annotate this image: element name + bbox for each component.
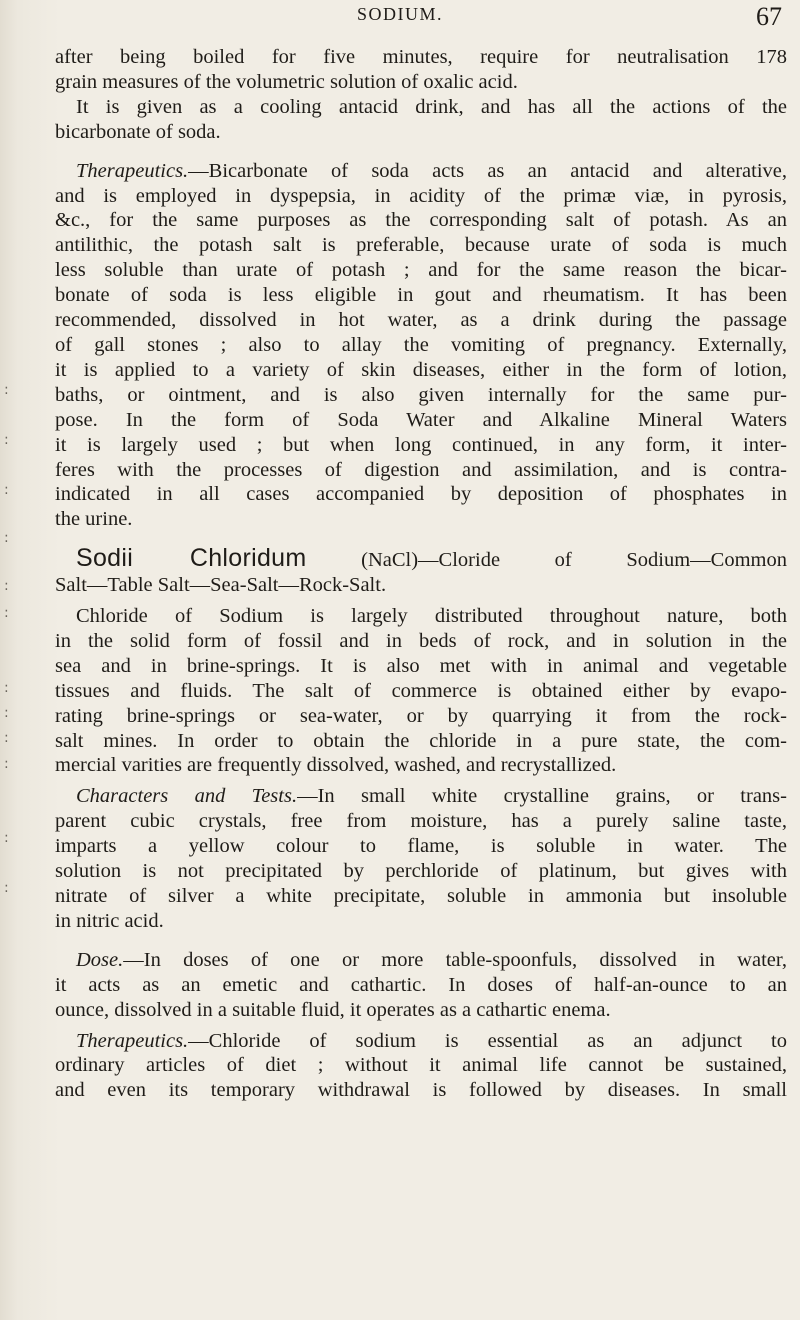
text-line: Salt—Table Salt—Sea-Salt—Rock-Salt.	[55, 574, 387, 597]
text-line: mercial varities are frequently dissolved, washed, and recrystallized.	[55, 754, 617, 777]
text-line: tissues and fluids. The salt of commerce is obtained either by evapo-	[55, 679, 787, 702]
text-line: recommended, dissolved in hot water, as a drink during the passage	[55, 309, 787, 332]
sodii-chloridum-entry	[55, 546, 787, 598]
text-line: pose. In the form of Soda Water and Alkaline Mineral Waters	[55, 408, 787, 431]
text-line: less soluble than urate of potash ; and for the same reason the bicar-	[55, 259, 787, 282]
text-line: it is applied to a variety of skin diseases, either in the form of lotion,	[55, 358, 787, 381]
text-line: imparts a yellow colour to flame, is soluble in water. The	[55, 835, 787, 858]
section-heading: Therapeutics.	[76, 159, 189, 182]
text-line: rating brine-springs or sea-water, or by quarrying it from the rock-	[55, 704, 787, 727]
text-line: &c., for the same purposes as the corresponding salt of potash. As an	[55, 209, 787, 232]
text-line: and even its temporary withdrawal is followed by diseases. In small	[55, 1079, 787, 1102]
paragraph-characters-tests	[55, 784, 787, 933]
text-line: salt mines. In order to obtain the chloride in a pure state, the com-	[55, 729, 787, 752]
text-line: ounce, dissolved in a suitable fluid, it operates as a cathartic enema.	[55, 998, 611, 1021]
paragraph-neutralisation	[55, 45, 787, 95]
text-line: It is given as a cooling antacid drink, and has all the actions of the	[76, 95, 787, 118]
text-line: in the solid form of fossil and in beds of rock, and in solution in the	[55, 629, 787, 652]
left-binding-edge: : : : : : : : : : : : :	[4, 382, 9, 896]
paragraph-therapeutics-bicarbonate	[55, 159, 787, 533]
text-line: sea and in brine-springs. It is also met with in animal and vegetable	[55, 654, 787, 677]
paragraph-therapeutics-chloride	[55, 1029, 787, 1104]
text-line: bonate of soda is less eligible in gout and rheumatism. It has been	[55, 284, 787, 307]
text-line: the urine.	[55, 508, 133, 531]
body-text	[55, 45, 787, 1103]
page-header	[0, 2, 800, 42]
text-line: Therapeutics.—Chloride of sodium is essential as an adjunct to	[76, 1029, 787, 1052]
text-line: it is largely used ; but when long continued, in any form, it inter-	[55, 433, 787, 456]
text-line: baths, or ointment, and is also given internally for the same pur-	[55, 383, 787, 406]
text-line: feres with the processes of digestion and assimilation, and is contra-	[55, 458, 787, 481]
text-line: after being boiled for five minutes, require for neutralisation 178	[55, 46, 787, 68]
text-line: Dose.—In doses of one or more table-spoonfuls, dissolved in water,	[76, 948, 787, 971]
text-line: nitrate of silver a white precipitate, soluble in ammonia but insoluble	[55, 885, 787, 907]
running-head: SODIUM.	[356, 4, 443, 24]
text-line: parent cubic crystals, free from moisture, has a purely saline taste,	[55, 810, 787, 833]
text-line: Characters and Tests.—In small white crystalline grains, or trans-	[76, 785, 787, 808]
text-line: Sodii Chloridum (NaCl)—Cloride of Sodium—Common	[76, 544, 787, 573]
section-heading: Therapeutics.	[76, 1029, 189, 1052]
paragraph-dose	[55, 948, 787, 1023]
section-heading: Dose.	[76, 948, 124, 971]
text-line: and is employed in dyspepsia, in acidity of the primæ viæ, in pyrosis,	[55, 184, 787, 207]
page-number: 67	[756, 2, 782, 31]
paragraph-cooling-antacid	[55, 95, 787, 145]
paragraph-chloride-distribution	[55, 604, 787, 778]
text-line: ordinary articles of diet ; without it animal life cannot be sustained,	[55, 1054, 787, 1077]
text-line: bicarbonate of soda.	[55, 120, 221, 143]
text-line: Chloride of Sodium is largely distributed throughout nature, both	[76, 605, 787, 628]
entry-title: Sodii Chloridum	[76, 544, 307, 573]
text-line: antilithic, the potash salt is preferable, because urate of soda is much	[55, 234, 787, 257]
text-line: of gall stones ; also to allay the vomiting of pregnancy. Externally,	[55, 333, 787, 356]
section-heading: Characters and Tests.	[76, 785, 298, 808]
text-line: it acts as an emetic and cathartic. In doses of half-an-ounce to an	[55, 973, 787, 996]
text-line: in nitric acid.	[55, 909, 164, 932]
text-line: solution is not precipitated by perchloride of platinum, but gives with	[55, 860, 787, 883]
text-line: Therapeutics.—Bicarbonate of soda acts as an antacid and alterative,	[76, 159, 787, 182]
text-line: indicated in all cases accompanied by deposition of phosphates in	[55, 483, 787, 506]
text-line: grain measures of the volumetric solution of oxalic acid.	[55, 70, 518, 93]
